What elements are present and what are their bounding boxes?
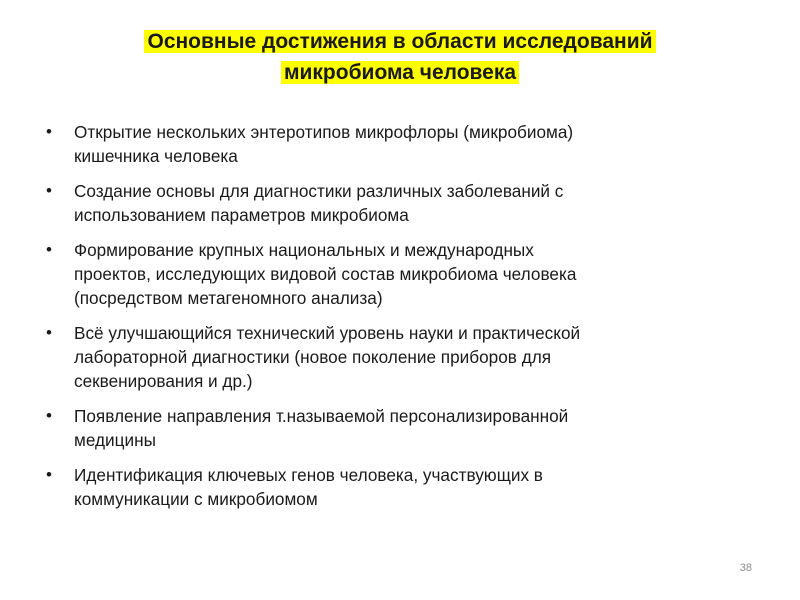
bullet-item: • Идентификация ключевых генов человека, участвующих в коммуникации с микробиомом xyxy=(46,465,543,509)
bullet-icon: • xyxy=(46,240,52,259)
slide-title-line-2: микробиома человека xyxy=(281,61,519,84)
bullet-icon: • xyxy=(46,465,52,484)
bullet-list xyxy=(46,120,746,522)
bullet-item: • Появление направления т.называемой персонализированной медицины xyxy=(46,406,569,450)
bullet-icon: • xyxy=(46,181,52,200)
page-number: 38 xyxy=(739,562,752,574)
bullet-icon: • xyxy=(46,122,52,141)
bullet-icon: • xyxy=(46,323,52,342)
bullet-item: • Открытие нескольких энтеротипов микрофлоры (микробиома) кишечника человека xyxy=(46,122,574,166)
bullet-icon: • xyxy=(46,406,52,425)
slide-title xyxy=(0,26,800,88)
slide-title-line-1: Основные достижения в области исследований xyxy=(144,30,655,53)
bullet-item: • Формирование крупных национальных и международных проектов, исследующих видовой состав микробиома человека (посредством метагеномного анализа) xyxy=(46,240,577,308)
bullet-item: • Создание основы для диагностики различных заболеваний с использованием параметров микробиома xyxy=(46,181,564,225)
bullet-item: • Всё улучшающийся технический уровень науки и практической лабораторной диагностики (новое поколение приборов для секвенирования и др.) xyxy=(46,323,581,391)
